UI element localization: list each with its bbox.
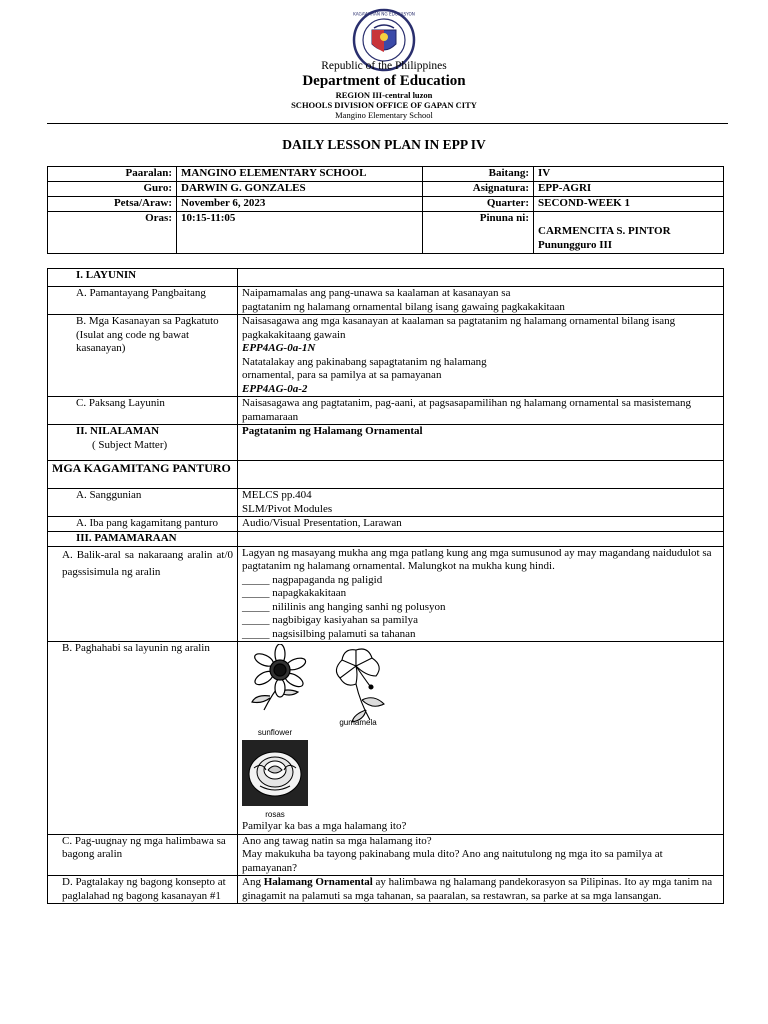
pinuna-name: CARMENCITA S. PINTOR (538, 225, 671, 237)
gumamela-figure (326, 644, 390, 738)
info-table (47, 166, 724, 254)
asignatura-label: Asignatura: (423, 182, 534, 197)
flower-images-row (242, 644, 719, 738)
paksang-text: Naisasagawa ang pagtatanim, pag-aani, at pagsasapamilihan ng halamang ornamental sa masistemang pamamaraan (238, 397, 724, 425)
oras-value: 10:15-11:05 (177, 212, 423, 254)
paghahabi-content (238, 642, 724, 835)
pamantayang-text-2: pagtatanim ng halamang ornamental bilang isang gawaing pagkakakitaan (242, 300, 565, 313)
pinuna-cell (534, 212, 724, 254)
balik-item: _____ nagbibigay kasiyahan sa pamilya (242, 614, 418, 626)
kasanayan-text-2b: ornamental, para sa pamilya at sa pamayanan (242, 369, 442, 381)
gumamela-caption: gumamela (339, 718, 377, 727)
nilalaman-label-cell (48, 425, 238, 461)
balik-label: A. Balik-aral sa nakaraang aralin at/0 pagssisimula ng aralin (48, 546, 238, 642)
paghahabi-question: Pamilyar ka bas a mga halamang ito? (242, 820, 407, 832)
pamamaraan-empty (238, 531, 724, 546)
rosas-caption: rosas (265, 810, 285, 819)
pamantayang-content (238, 287, 724, 315)
quarter-value: SECOND-WEEK 1 (534, 197, 724, 212)
iba-text: Audio/Visual Presentation, Larawan (238, 517, 724, 532)
sanggunian-text-1: MELCS pp.404 (242, 489, 312, 501)
sanggunian-text-2: SLM/Pivot Modules (242, 502, 333, 515)
kasanayan-label-2: (Isulat ang code ng bawat kasanayan) (76, 328, 190, 354)
pag-uugnay-label: C. Pag-uugnay ng mga halimbawa sa bagong aralin (48, 834, 238, 876)
region-text: REGION III-central luzon (335, 90, 433, 100)
iba-label: A. Iba pang kagamitang panturo (48, 517, 238, 532)
quarter-label: Quarter: (423, 197, 534, 212)
pagtalakay-text: ay halimbawa ng halamang pandekorasyon sa Pilipinas. Ito ay mga tanim na ginagamit na palamuti sa mga tahanan, sa paaralan, sa restawran, sa parke at sa mga lansangan. (242, 876, 713, 902)
balik-content (238, 546, 724, 642)
pinuna-title: Punungguro III (538, 238, 613, 251)
pamamaraan-heading: III. PAMAMARAAN (48, 531, 238, 546)
logo-text: KAGAWARAN NG EDUKASYON (353, 11, 415, 17)
rosas-figure (242, 740, 308, 820)
sanggunian-content (238, 489, 724, 517)
kasanayan-code-1: EPP4AG-0a-1N (242, 342, 316, 354)
petsa-value: November 6, 2023 (177, 197, 423, 212)
layunin-heading: I. LAYUNIN (48, 269, 238, 287)
kasanayan-code-2: EPP4AG-0a-2 (242, 382, 308, 395)
pagtalakay-content (238, 876, 724, 904)
kagamitan-empty (238, 461, 724, 489)
paaralan-value: MANGINO ELEMENTARY SCHOOL (177, 167, 423, 182)
asignatura-value: EPP-AGRI (534, 182, 724, 197)
pag-uugnay-text-1: Ano ang tawag natin sa mga halamang ito? (242, 834, 432, 847)
document-title: DAILY LESSON PLAN IN EPP IV (282, 137, 486, 152)
nilalaman-sub: ( Subject Matter) (92, 438, 168, 451)
pag-uugnay-content (238, 834, 724, 876)
balik-item: _____ nagsisilbing palamuti sa tahanan (242, 627, 416, 640)
division-text: SCHOOLS DIVISION OFFICE OF GAPAN CITY (291, 100, 477, 110)
guro-value: DARWIN G. GONZALES (177, 182, 423, 197)
header-divider (47, 123, 728, 124)
kasanayan-text-2a: Natatalakay ang pakinabang sapagtatanim ng halamang (242, 355, 487, 368)
balik-text: Lagyan ng masayang mukha ang mga patlang kung ang mga sumusunod ay may magandang naidudulot sa pagtatanim ng halamang ornamental. Malungkot na mukha kung hindi. (242, 546, 712, 572)
pamantayang-label: A. Pamantayang Pangbaitang (48, 287, 238, 315)
pagtalakay-bold: Halamang Ornamental (263, 876, 373, 888)
sanggunian-label: A. Sanggunian (48, 489, 238, 517)
kasanayan-content (238, 315, 724, 397)
paksang-label: C. Paksang Layunin (48, 397, 238, 425)
pag-uugnay-text-2: May makukuha ba tayong pakinabang mula dito? Ano ang naitutulong ng mga ito sa pamilya at pamayanan? (242, 848, 663, 874)
paaralan-label: Paaralan: (48, 167, 177, 182)
sunflower-figure (242, 644, 308, 738)
kagamitan-heading: MGA KAGAMITANG PANTURO (48, 461, 238, 489)
kasanayan-text-1: Naisasagawa ang mga kasanayan at kaalaman sa pagtatanim ng halamang ornamental bilang isang pagkakakitaang gawain (242, 315, 676, 341)
balik-item: _____ nagpapaganda ng paligid (242, 573, 383, 586)
rosas-image (242, 740, 308, 806)
pamantayang-text-1: Naipamamalas ang pang-unawa sa kaalaman at kasanayan sa (242, 287, 511, 299)
nilalaman-label: II. NILALAMAN (76, 425, 160, 437)
department-text: Department of Education (302, 73, 466, 89)
pagtalakay-label: D. Pagtalakay ng bagong konsepto at paglalahad ng bagong kasanayan #1 (48, 876, 238, 904)
guro-label: Guro: (48, 182, 177, 197)
petsa-label: Petsa/Araw: (48, 197, 177, 212)
kasanayan-label (48, 315, 238, 397)
sunflower-image (242, 644, 308, 714)
lesson-table (47, 268, 724, 904)
balik-item: _____ napagkakakitaan (242, 587, 347, 599)
paghahabi-label: B. Paghahabi sa layunin ng aralin (48, 642, 238, 835)
baitang-value: IV (534, 167, 724, 182)
letterhead (0, 60, 768, 120)
layunin-empty (238, 269, 724, 287)
oras-label: Oras: (48, 212, 177, 254)
kasanayan-label-1: B. Mga Kasanayan sa Pagkatuto (76, 315, 219, 327)
balik-item: _____ nililinis ang hanging sanhi ng polusyon (242, 600, 446, 613)
pagtalakay-pre: Ang (242, 876, 264, 888)
sunflower-caption: sunflower (257, 728, 293, 737)
gumamela-image (326, 644, 390, 724)
school-text: Mangino Elementary School (335, 110, 433, 120)
republic-text: Republic of the Philippines (321, 60, 447, 72)
nilalaman-text: Pagtatanim ng Halamang Ornamental (238, 425, 724, 461)
baitang-label: Baitang: (423, 167, 534, 182)
pinuna-label: Pinuna ni: (423, 212, 534, 254)
